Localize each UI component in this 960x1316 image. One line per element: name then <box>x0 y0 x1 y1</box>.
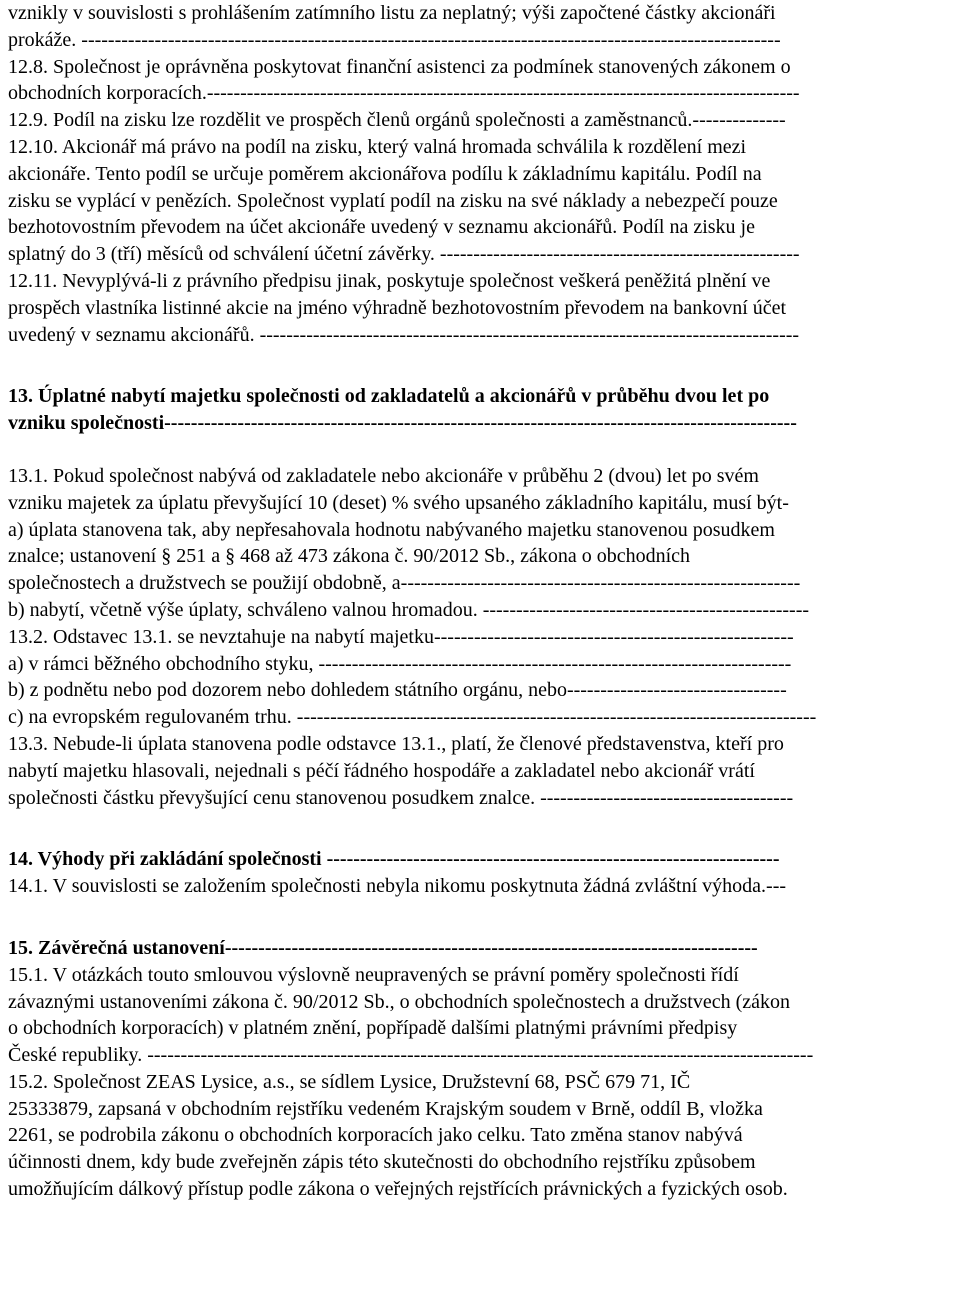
text-line: 12.9. Podíl na zisku lze rozdělit ve prospěch členů orgánů společnosti a zaměstnanců.-------------- <box>8 109 786 132</box>
text-line: bezhotovostním převodem na účet akcionáře uvedený v seznamu akcionářů. Podíl na zisku je <box>8 216 755 239</box>
text-line: akcionáře. Tento podíl se určuje poměrem akcionářova podílu k základnímu kapitálu. Podíl na <box>8 162 762 185</box>
text-line: účinnosti dnem, kdy bude zveřejněn zápis této skutečnosti do obchodního rejstříku způsobem <box>8 1151 756 1174</box>
text-line: znalce; ustanovení § 251 a § 468 až 473 zákona č. 90/2012 Sb., zákona o obchodních <box>8 545 691 568</box>
section-heading-line: 13. Úplatné nabytí majetku společnosti od zakladatelů a akcionářů v průběhu dvou let po <box>8 385 770 408</box>
text-line: 12.10. Akcionář má právo na podíl na zisku, který valná hromada schválila k rozdělení mezi <box>8 135 747 158</box>
text-line: vznikly v souvislosti s prohlášením zatímního listu za neplatný; výši započtené částky akcionáři <box>8 2 776 24</box>
text-line: o obchodních korporacích) v platném znění, popřípadě dalšími platnými právními předpisy <box>8 1017 738 1040</box>
text-line: 13.3. Nebude-li úplata stanovena podle odstavce 13.1., platí, že členové představenstva, kteří pro <box>8 732 784 755</box>
text-line: 2261, se podrobila zákonu o obchodních korporacích jako celku. Tato změna stanov nabývá <box>8 1124 743 1147</box>
text-line: a) v rámci běžného obchodního styku, ----------------------------------------------------------------------- <box>8 652 792 675</box>
text-line: 13.1. Pokud společnost nabývá od zakladatele nebo akcionáře v průběhu 2 (dvou) let po svém <box>8 464 759 487</box>
text-line: obchodních korporacích.----------------------------------------------------------------------------------------- <box>8 82 800 105</box>
paragraph-gap <box>8 437 952 463</box>
text-line: 12.11. Nevyplývá-li z právního předpisu jinak, poskytuje společnost veškerá peněžitá plnění ve <box>8 269 771 292</box>
text-line: uvedený v seznamu akcionářů. --------------------------------------------------------------------------------- <box>8 323 800 346</box>
text-line: České republiky. ---------------------------------------------------------------------------------------------------- <box>8 1044 814 1067</box>
text-line: c) na evropském regulovaném trhu. ------------------------------------------------------------------------------ <box>8 706 817 729</box>
text-line: prospěch vlastníka listinné akcie na jméno výhradně bezhotovostním převodem na bankovní účet <box>8 296 787 319</box>
text-line: 14.1. V souvislosti se založením společnosti nebyla nikomu poskytnuta žádná zvláštní výhoda.--- <box>8 875 787 898</box>
text-line: závaznými ustanoveními zákona č. 90/2012 Sb., o obchodních společnostech a družstvech (zákon <box>8 990 790 1013</box>
text-line: a) úplata stanovena tak, aby nepřesahovala hodnotu nabývaného majetku stanovenou posudkem <box>8 518 775 541</box>
text-line: 15.1. V otázkách touto smlouvou výslovně neupravených se právní poměry společnosti řídí <box>8 963 739 986</box>
text-line: 15.2. Společnost ZEAS Lysice, a.s., se sídlem Lysice, Družstevní 68, PSČ 679 71, IČ <box>8 1070 691 1093</box>
text-line: umožňujícím dálkový přístup podle zákona o veřejných rejstřících právnických a fyzických osob. <box>8 1178 788 1201</box>
section-heading-line: vzniku společnosti----------------------------------------------------------------------------------------------- <box>8 412 797 435</box>
paragraph-gap <box>8 900 952 935</box>
text-line: nabytí majetku hlasovali, nejednali s péčí řádného hospodáře a zakladatel nebo akcionář vrátí <box>8 759 755 782</box>
paragraph-gap <box>8 348 952 383</box>
paragraph-gap <box>8 811 952 846</box>
text-line: prokáže. --------------------------------------------------------------------------------------------------------- <box>8 28 781 51</box>
section-heading-line: 15. Závěrečná ustanovení-------------------------------------------------------------------------------- <box>8 936 758 959</box>
text-line: společnostech a družstvech se použijí obdobně, a------------------------------------------------------------ <box>8 572 801 595</box>
text-line: zisku se vyplácí v penězích. Společnost vyplatí podíl na zisku na své náklady a nebezpečí pouze <box>8 189 778 212</box>
text-line: b) nabytí, včetně výše úplaty, schváleno valnou hromadou. ------------------------------------------------- <box>8 598 810 621</box>
text-line: vzniku majetek za úplatu převyšující 10 (deset) % svého upsaného základního kapitálu, musí být- <box>8 491 789 514</box>
section-heading-line: 14. Výhody při zakládání společnosti -------------------------------------------------------------------- <box>8 848 780 871</box>
text-line: společnosti částku převyšující cenu stanovenou posudkem znalce. -------------------------------------- <box>8 786 794 809</box>
text-line: b) z podnětu nebo pod dozorem nebo dohledem státního orgánu, nebo--------------------------------- <box>8 679 787 702</box>
text-line: 25333879, zapsaná v obchodním rejstříku vedeném Krajským soudem v Brně, oddíl B, vložka <box>8 1097 763 1120</box>
text-line: 13.2. Odstavec 13.1. se nevztahuje na nabytí majetku------------------------------------------------------ <box>8 625 794 648</box>
text-line: splatný do 3 (tří) měsíců od schválení účetní závěrky. ------------------------------------------------------ <box>8 243 800 266</box>
text-line: 12.8. Společnost je oprávněna poskytovat finanční asistenci za podmínek stanovených zákonem o <box>8 55 791 78</box>
